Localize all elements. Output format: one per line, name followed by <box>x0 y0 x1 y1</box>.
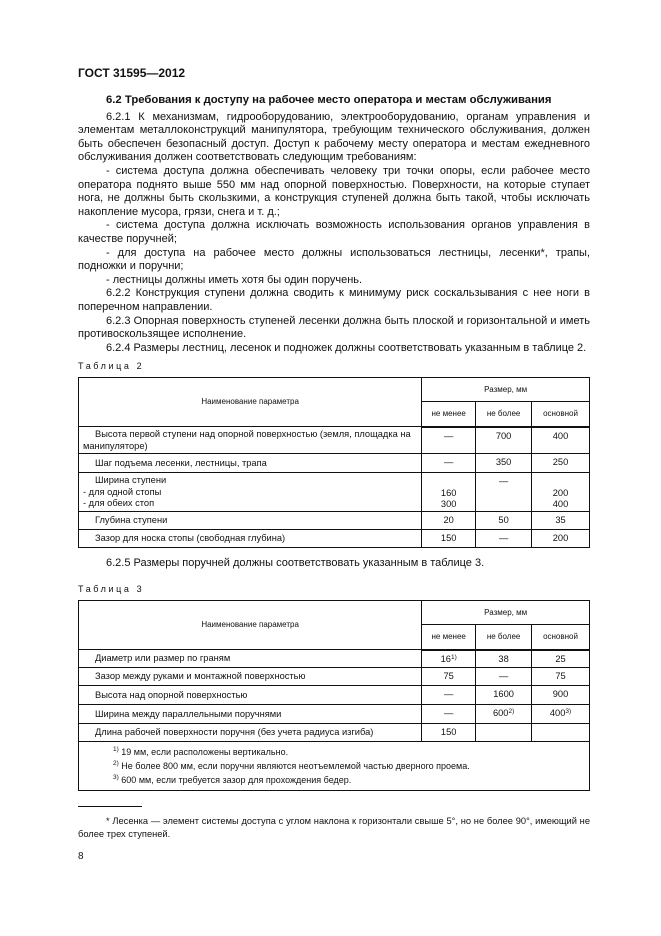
document-header: ГОСТ 31595—2012 <box>78 66 186 80</box>
col-header-main: основной <box>532 625 590 650</box>
col-header-size: Размер, мм <box>422 378 590 402</box>
col-header-max: не более <box>476 625 532 650</box>
section-body <box>78 94 590 355</box>
footnote-divider <box>78 806 142 807</box>
table-row: Зазор между руками и монтажной поверхностью 75 — 75 <box>79 668 590 686</box>
col-header-max: не более <box>476 402 532 427</box>
col-header-main: основной <box>532 402 590 427</box>
table-row: Зазор для носка стопы (свободная глубина) 150 — 200 <box>79 529 590 547</box>
table-notes <box>79 742 590 791</box>
table-row: Ширина ступени - для одной стопы - для обеих стоп 160 300 — 200 400 <box>79 473 590 512</box>
footnote: * Лесенка — элемент системы доступа с углом наклона к горизонтали свыше 5°, но не более 90°, имеющий не более трех ступеней. <box>78 816 590 839</box>
col-header-min: не менее <box>422 625 476 650</box>
table2-caption: Таблица 2 <box>78 361 145 371</box>
paragraph: 6.2.4 Размеры лестниц, лесенок и подножек должны соответствовать указанным в таблице 2. <box>106 341 587 354</box>
table-3 <box>78 600 590 791</box>
table-note: $^{1)}$ 19 мм, если расположены вертикально. <box>113 746 289 757</box>
paragraph: - для доступа на рабочее место должны использоваться лестницы, лесенки*, трапы, подножки и поручни; <box>78 246 590 273</box>
table-row: Высота над опорной поверхностью — 1600 900 <box>79 686 590 705</box>
paragraph: 6.2.2 Конструкция ступени должна сводить к минимуму риск соскальзывания с нее ноги в поперечном направлении. <box>78 287 590 313</box>
table-note: $^{3)}$ 600 мм, если требуется зазор для прохождения бедер. <box>113 774 352 785</box>
table-2 <box>78 377 590 548</box>
table-row: Диаметр или размер по граням 16$^{1)}$ 38 25 <box>79 650 590 668</box>
section-title: 6.2 Требования к доступу на рабочее место оператора и местам обслуживания <box>106 94 552 106</box>
col-header-size: Размер, мм <box>422 601 590 625</box>
col-header-param: Наименование параметра <box>79 378 422 427</box>
paragraph: - система доступа должна обеспечивать человеку три точки опоры, если рабочее место оператора поднято выше 550 мм над опорной поверхностью. Поверхности, на которые ступает нога, не должны быть скользкими, а конструкция ступеней должна быть такой, чтобы исключать накопление мусора, грязи, снега и т. д.; <box>78 164 590 218</box>
table-note: $^{2)}$ Не более 800 мм, если поручни являются неотъемлемой частью дверного проема. <box>113 760 470 771</box>
col-header-param: Наименование параметра <box>79 601 422 650</box>
table-row: Шаг подъема лесенки, лестницы, трапа — 350 250 <box>79 454 590 473</box>
page-number: 8 <box>78 851 84 862</box>
table-row: Ширина между параллельными поручнями — 600$^{2)}$ 400$^{3)}$ <box>79 705 590 724</box>
paragraph: 6.2.1 К механизмам, гидрооборудованию, электрооборудованию, органам управления и элементам металлоконструкций манипулятора, требующим технического обслуживания, должен быть обеспечен безопасный доступ. Доступ к рабочему месту оператора и местам ежедневного обслуживания должен соответствовать следующим требованиям: <box>78 110 590 164</box>
table3-caption: Таблица 3 <box>78 584 145 594</box>
paragraph: - система доступа должна исключать возможность использования органов управления в качестве поручней; <box>78 219 590 245</box>
paragraph: 6.2.3 Опорная поверхность ступеней лесенки должна быть плоской и горизонтальной и иметь противоскользящее исполнение. <box>78 314 590 341</box>
col-header-min: не менее <box>422 402 476 427</box>
table-row: Глубина ступени 20 50 35 <box>79 511 590 529</box>
table-row: Высота первой ступени над опорной поверхностью (земля, площадка на манипуляторе) — 700 400 <box>79 427 590 454</box>
paragraph: - лестницы должны иметь хотя бы один поручень. <box>106 273 363 286</box>
paragraph: 6.2.5 Размеры поручней должны соответствовать указанным в таблице 3. <box>106 557 485 569</box>
table-row: Длина рабочей поверхности поручня (без учета радиуса изгиба) 150 <box>79 724 590 742</box>
